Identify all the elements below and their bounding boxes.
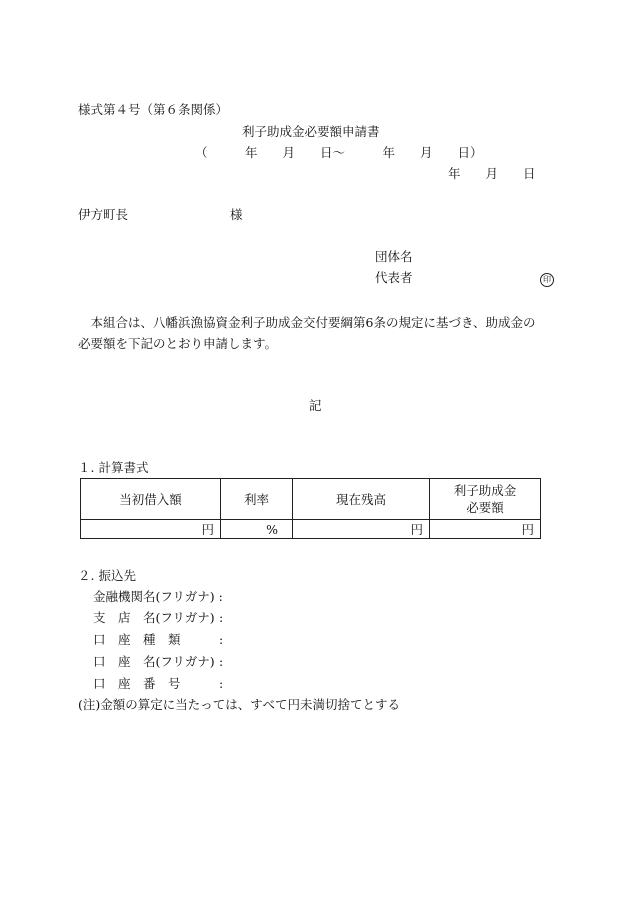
honorific: 様 [230, 207, 243, 222]
bank-field-institution [93, 589, 223, 605]
calculation-table [80, 478, 541, 539]
bank-field-colon: : [219, 610, 224, 625]
cell-subsidy-required[interactable] [430, 520, 541, 539]
addressee: 伊方町長 [78, 207, 129, 222]
unit-percent: % [266, 521, 278, 537]
bank-field-colon: : [219, 654, 224, 669]
period-line: （ 年 月 日～ 年 月 日） [195, 145, 483, 160]
bank-field-label: 金融機関名(フリガナ) : [93, 589, 223, 604]
form-number: 様式第４号（第６条関係） [78, 102, 229, 117]
bank-field-label: 口 座 名(フリガナ) [93, 654, 215, 669]
seal-mark [540, 270, 554, 287]
header-current-balance: 現在残高 [293, 479, 430, 520]
bank-field-account-type [93, 632, 223, 648]
cell-initial-loan[interactable] [81, 520, 221, 539]
unit-yen: 円 [201, 521, 214, 537]
bank-field-label: 口 座 番 号 [93, 676, 181, 691]
table-value-row [81, 520, 541, 539]
document-title: 利子助成金必要額申請書 [242, 124, 380, 139]
header-initial-loan: 当初借入額 [81, 479, 221, 520]
bank-field-colon: : [219, 676, 224, 691]
table-header-row [81, 479, 541, 520]
unit-yen: 円 [410, 521, 423, 537]
section-2-title: ２. 振込先 [78, 568, 136, 583]
unit-yen: 円 [521, 521, 534, 537]
date-line: 年 月 日 [448, 166, 536, 181]
org-name-label: 団体名 [375, 249, 413, 264]
bank-field-colon: : [219, 632, 224, 647]
header-subsidy-line-2: 必要額 [466, 500, 504, 515]
body-text-line-2: 必要額を下記のとおり申請します。 [78, 336, 278, 351]
cell-current-balance[interactable] [293, 520, 430, 539]
cell-interest-rate[interactable] [221, 520, 293, 539]
seal-icon: 印 [540, 273, 554, 287]
header-subsidy-required [430, 479, 541, 520]
bank-field-label: 支 店 名(フリガナ) [93, 610, 215, 625]
representative-label: 代表者 [375, 270, 413, 285]
bank-field-account-number [93, 676, 223, 692]
header-interest-rate: 利率 [221, 479, 293, 520]
ki-heading: 記 [309, 398, 322, 413]
bank-field-branch [93, 610, 223, 626]
section-1-title: １. 計算書式 [78, 460, 149, 475]
rounding-note: (注)金額の算定に当たっては、すべて円未満切捨てとする [78, 697, 401, 712]
bank-field-account-name [93, 654, 223, 670]
header-subsidy-line-1: 利子助成金 [453, 483, 517, 498]
bank-field-label: 口 座 種 類 [93, 632, 181, 647]
body-text-line-1: 本組合は、八幡浜漁協資金利子助成金交付要綱第6条の規定に基づき、助成金の [78, 315, 536, 330]
